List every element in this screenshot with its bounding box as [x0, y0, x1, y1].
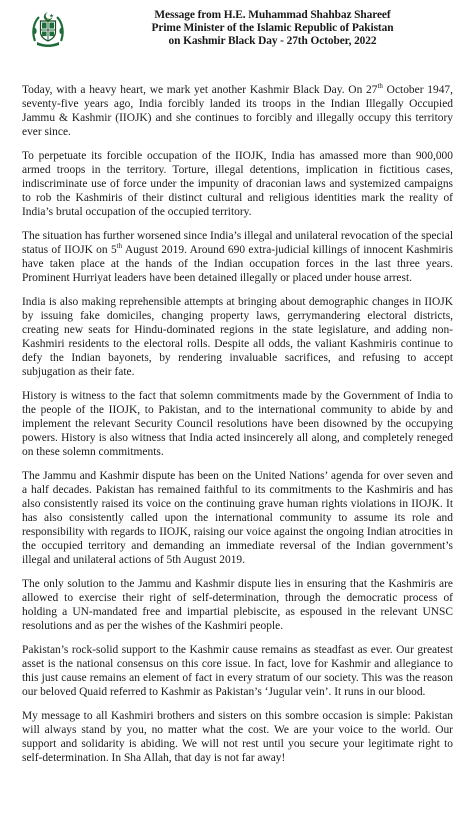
message-body — [22, 83, 453, 775]
title-block — [95, 9, 450, 48]
message-header — [0, 0, 476, 72]
paragraph-1-text-b: October 1947, seventy-five years ago, India forcibly landed its troops in the Indian Illegally Occupied Jammu & Kashmir (IIOJK) and she continues to forcibly and illegally occupy this territory ever since. — [22, 84, 454, 138]
paragraph-2: To perpetuate its forcible occupation of the IIOJK, India has amassed more than 900,000 armed troops in the territory. Torture, illegal detentions, implication in fictitious cases, indiscriminate use of force under the impunity of draconian laws and systemized campaigns to rob the Kashmiris of their distinct cultural and religious identities mark the reality of India’s brutal occupation of the occupied territory. — [22, 150, 453, 218]
pakistan-state-emblem-icon — [30, 11, 66, 47]
paragraph-1 — [22, 83, 453, 139]
subtitle-line: Prime Minister of the Islamic Republic of Pakistan — [151, 22, 394, 34]
paragraph-1-text-a: Today, with a heavy heart, we mark yet another Kashmir Black Day. On 27 — [22, 84, 378, 96]
paragraph-8: Pakistan’s rock-solid support to the Kashmir cause remains as steadfast as ever. Our greatest asset is the national consensus on this core issue. In fact, love for Kashmir and allegiance to this just cause remains an element of fact in every stratum of our society. This was the reason our beloved Quaid referred to Kashmir as Pakistan’s ‘Jugular vein’. It runs in our blood. — [22, 644, 453, 698]
paragraph-9: My message to all Kashmiri brothers and sisters on this sombre occasion is simple: Pakistan will always stand by you, no matter what the cost. We are your voice to the world. Our support and solidarity is abiding. We will not rest until you secure your legitimate right to self-determination. In Sha Allah, that day is not far away! — [22, 710, 453, 764]
paragraph-3-text-a: The situation has further worsened since India’s illegal and unilateral revocation of the special status of IIOJK on 5 — [22, 230, 453, 256]
paragraph-3 — [22, 229, 453, 285]
paragraph-3-text-b: August 2019. Around 690 extra-judicial killings of innocent Kashmiris have taken place at the hands of the Indian occupation forces in the last three years. Prominent Hurriyat leaders have been detained illegally or placed under house arrest. — [22, 244, 453, 284]
paragraph-7: The only solution to the Jammu and Kashmir dispute lies in ensuring that the Kashmiris are allowed to exercise their right of self-determination, through the democratic process of holding a UN-mandated free and impartial plebiscite, as espoused in the relevant UNSC resolutions and as per the wishes of the Kashmiri people. — [22, 578, 453, 632]
paragraph-5: History is witness to the fact that solemn commitments made by the Government of India to the people of the IIOJK, to Pakistan, and to the international community to abide by and implement the relevant Security Council resolutions have been disowned by the occupying powers. History is also witness that India acted insincerely all along, and completely reneged on these solemn commitments. — [22, 390, 453, 458]
paragraph-6: The Jammu and Kashmir dispute has been on the United Nations’ agenda for over seven and a half decades. Pakistan has remained faithful to its commitments to the Kashmiris and has also consistently raised its voice on the continuing grave human rights violations in IIOJK. It has also consistently called upon the international community to assume its role and responsibility with regards to IIOJK, raising our voice against the ongoing Indian atrocities in the occupied territory and demanding an immediate reversal of the Indian government’s illegal and unilateral actions of 5th August 2019. — [22, 470, 453, 566]
occasion-line: on Kashmir Black Day - 27th October, 2022 — [168, 35, 377, 47]
paragraph-4: India is also making reprehensible attempts at bringing about demographic changes in IIOJK by issuing fake domiciles, changing property laws, gerrymandering electoral districts, creating new seats for Hindu-dominated regions in the state legislature, and adding non-Kashmiri residents to the electoral rolls. Despite all odds, the valiant Kashmiris continue to defy the Indian bayonets, by rendering invaluable sacrifices, and refusing to accept subjugation as their fate. — [22, 296, 453, 378]
superscript-th: th — [377, 82, 383, 91]
title-line: Message from H.E. Muhammad Shahbaz Shareef — [154, 9, 391, 21]
superscript-th: th — [116, 242, 123, 251]
